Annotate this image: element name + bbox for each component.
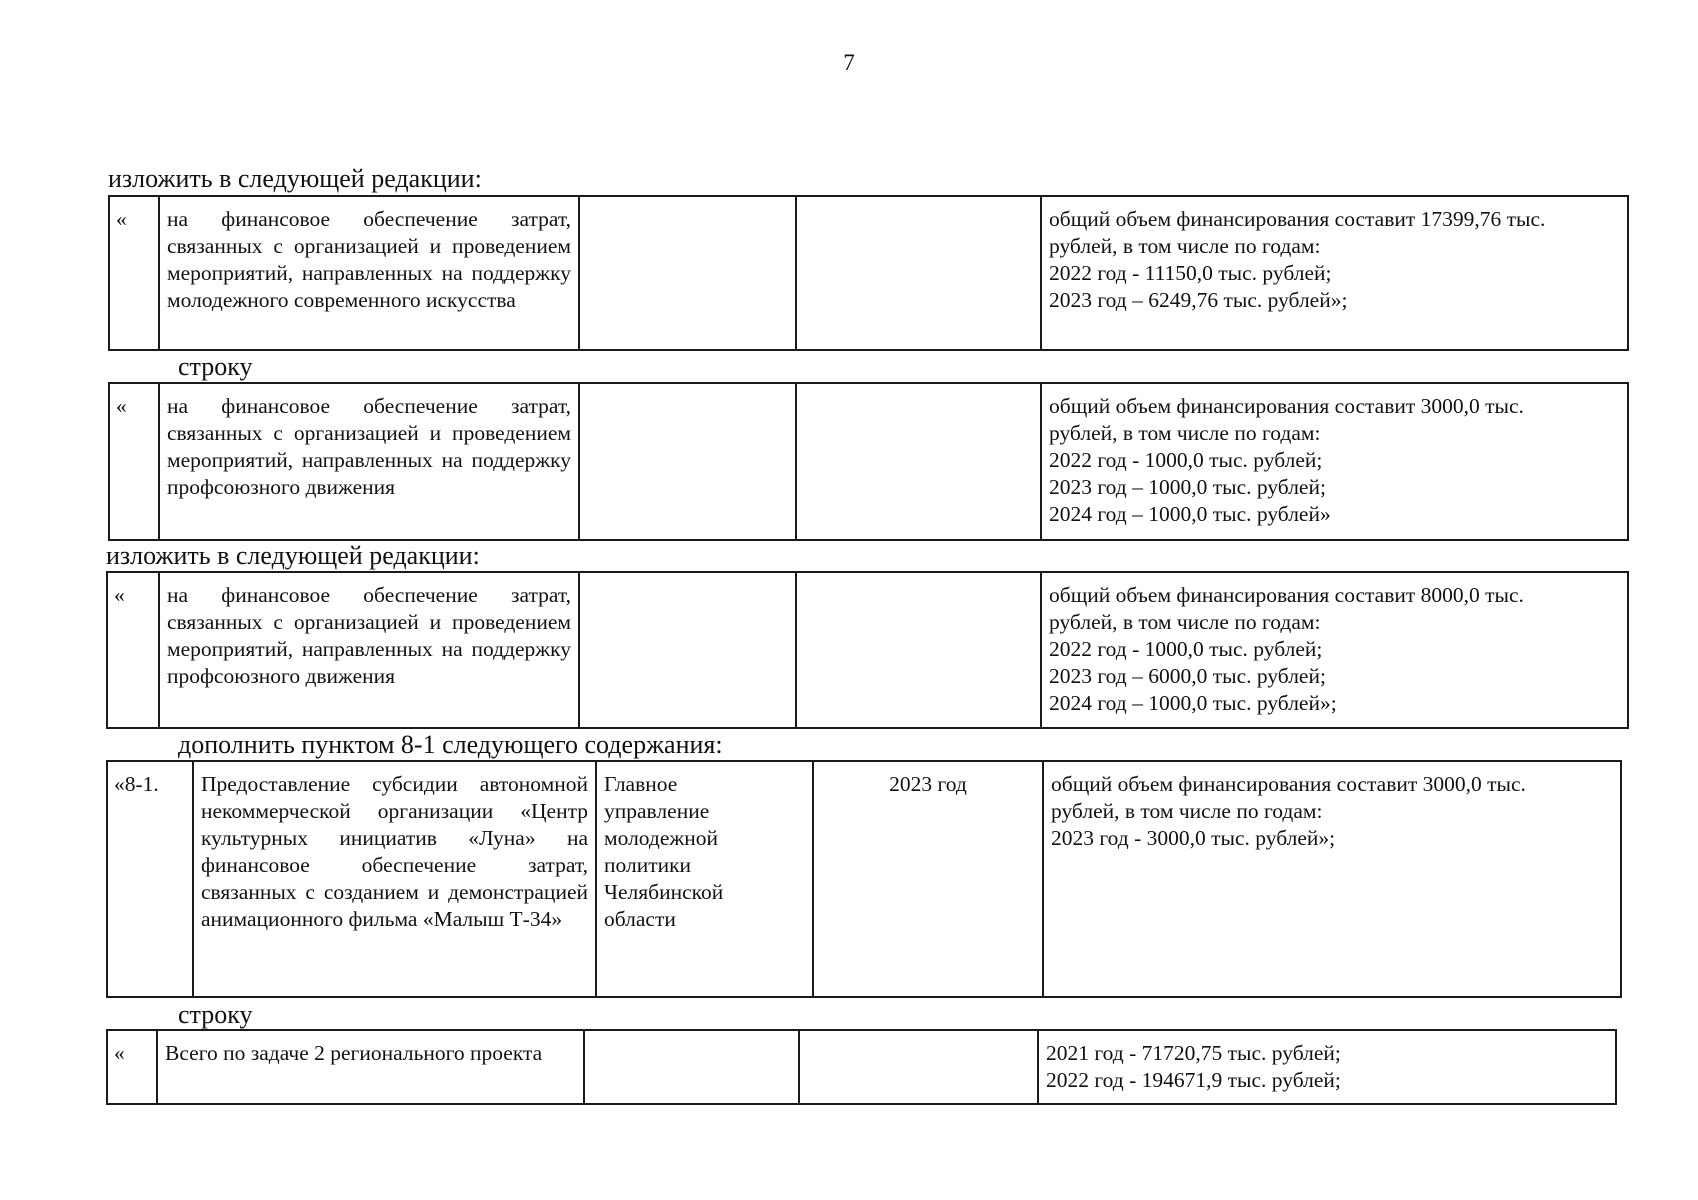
table-row: [107, 572, 1628, 728]
funding-line: 2023 год – 6249,76 тыс. рублей»;: [1049, 288, 1348, 312]
responsible-line: Главное: [604, 772, 678, 796]
quote-mark-cell: «: [107, 572, 159, 728]
amendment-table: [108, 382, 1629, 541]
row-note: строку: [178, 1000, 253, 1029]
page-number: 7: [843, 50, 855, 75]
funding-cell: [1038, 1030, 1616, 1104]
measure-description-cell: Всего по задаче 2 регионального проекта: [157, 1030, 584, 1104]
funding-line: рублей, в том числе по годам:: [1049, 421, 1321, 445]
funding-line: 2023 год – 6000,0 тыс. рублей;: [1049, 664, 1326, 688]
funding-line: 2024 год – 1000,0 тыс. рублей»;: [1049, 691, 1337, 715]
quote-mark-cell: «: [109, 196, 159, 350]
amendment-table: [106, 571, 1629, 729]
responsible-line: области: [604, 907, 676, 931]
responsible-line: политики: [604, 853, 692, 877]
funding-line: рублей, в том числе по годам:: [1049, 234, 1321, 258]
funding-line: рублей, в том числе по годам:: [1051, 799, 1323, 823]
responsible-line: молодежной: [604, 826, 719, 850]
responsible-cell: [579, 572, 796, 728]
funding-line: 2022 год - 11150,0 тыс. рублей;: [1049, 261, 1332, 285]
funding-line: 2023 год – 1000,0 тыс. рублей;: [1049, 475, 1326, 499]
measure-description-cell: на финансовое обеспечение затрат, связанных с организацией и проведением мероприятий, направленных на поддержку молодежного современного искусства: [159, 196, 579, 350]
funding-line: 2021 год - 71720,75 тыс. рублей;: [1046, 1041, 1341, 1065]
table-row: [107, 761, 1621, 997]
row-note: строку: [178, 352, 253, 381]
period-cell: [799, 1030, 1038, 1104]
quote-mark-cell: «: [107, 1030, 157, 1104]
funding-line: общий объем финансирования составит 8000,0 тыс.: [1049, 583, 1524, 607]
table-row: [109, 383, 1628, 540]
funding-line: 2023 год - 3000,0 тыс. рублей»;: [1051, 826, 1336, 850]
measure-description-cell: на финансовое обеспечение затрат, связанных с организацией и проведением мероприятий, направленных на поддержку профсоюзного движения: [159, 572, 579, 728]
responsible-cell: [584, 1030, 799, 1104]
funding-line: 2022 год - 1000,0 тыс. рублей;: [1049, 637, 1323, 661]
responsible-line: Челябинской: [604, 880, 724, 904]
table-row: [107, 1030, 1616, 1104]
amendment-note: изложить в следующей редакции:: [106, 541, 480, 570]
quote-mark-cell: «: [109, 383, 159, 540]
measure-description-cell: на финансовое обеспечение затрат, связанных с организацией и проведением мероприятий, направленных на поддержку профсоюзного движения: [159, 383, 579, 540]
responsible-line: управление: [604, 799, 710, 823]
funding-line: общий объем финансирования составит 3000,0 тыс.: [1051, 772, 1526, 796]
amendment-table: [106, 760, 1622, 998]
funding-line: 2022 год - 194671,9 тыс. рублей;: [1046, 1068, 1341, 1092]
measure-description-cell: Предоставление субсидии автономной некоммерческой организации «Центр культурных инициатив «Луна» на финансовое обеспечение затрат, связанных с созданием и демонстрацией анимационного фильма «Малыш Т-34»: [193, 761, 596, 997]
period-cell: [796, 383, 1041, 540]
responsible-cell: [579, 383, 796, 540]
responsible-cell: [579, 196, 796, 350]
funding-line: рублей, в том числе по годам:: [1049, 610, 1321, 634]
funding-cell: [1041, 572, 1628, 728]
funding-line: общий объем финансирования составит 17399,76 тыс.: [1049, 207, 1546, 231]
funding-cell: [1043, 761, 1621, 997]
funding-line: 2024 год – 1000,0 тыс. рублей»: [1049, 502, 1331, 526]
table-row: [109, 196, 1628, 350]
period-cell: 2023 год: [813, 761, 1043, 997]
period-cell: [796, 572, 1041, 728]
amendment-note: дополнить пунктом 8-1 следующего содержания:: [178, 730, 723, 759]
amendment-table: [106, 1029, 1617, 1105]
amendment-note: изложить в следующей редакции:: [108, 164, 482, 193]
funding-line: общий объем финансирования составит 3000,0 тыс.: [1049, 394, 1524, 418]
item-number-cell: «8-1.: [107, 761, 193, 997]
responsible-cell: [596, 761, 813, 997]
amendment-table: [108, 195, 1629, 351]
funding-line: 2022 год - 1000,0 тыс. рублей;: [1049, 448, 1323, 472]
funding-cell: [1041, 383, 1628, 540]
period-cell: [796, 196, 1041, 350]
funding-cell: [1041, 196, 1628, 350]
